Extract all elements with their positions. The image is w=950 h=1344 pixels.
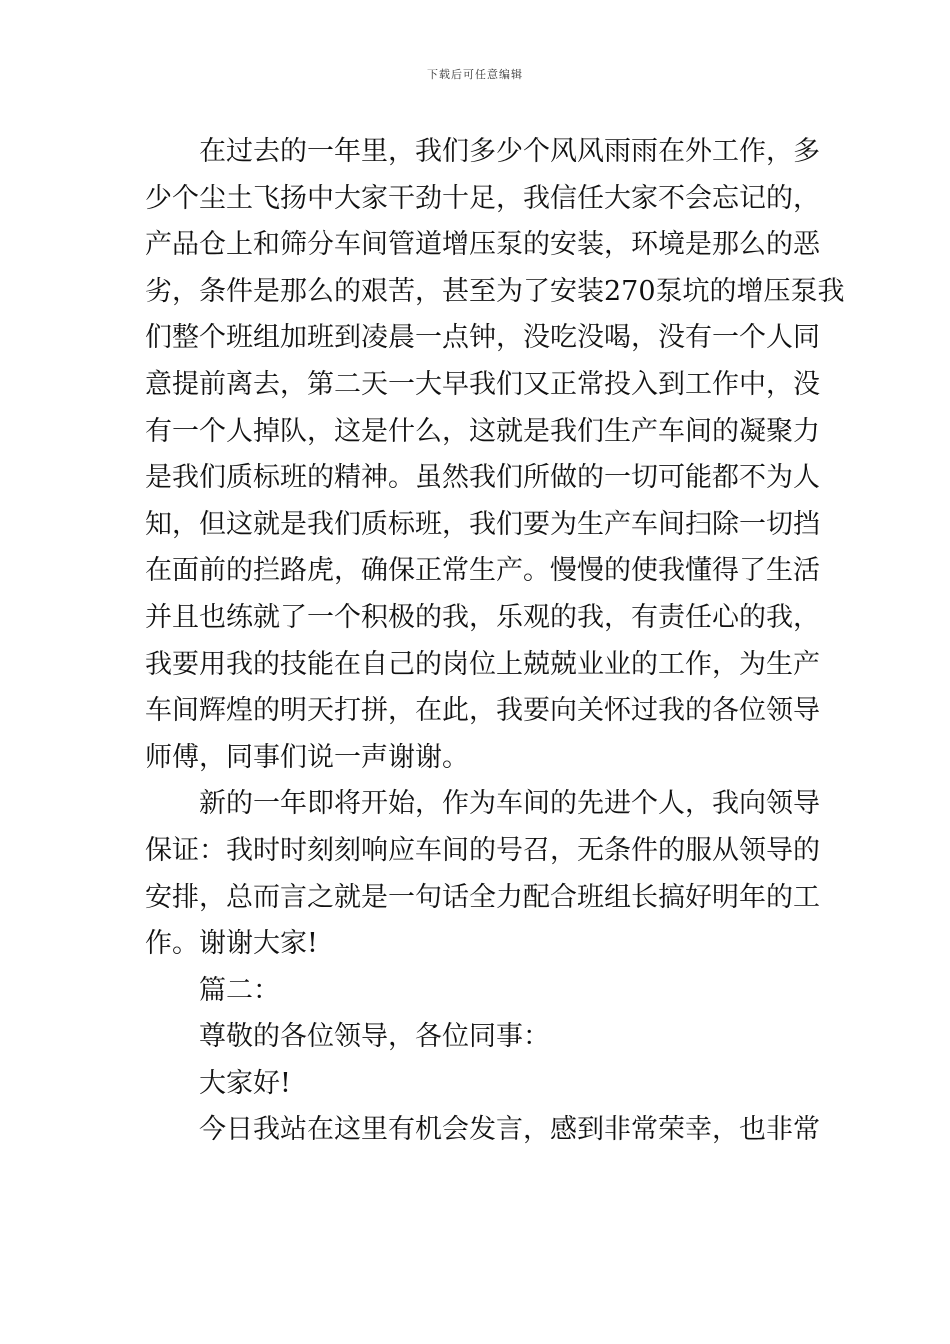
paragraph-line: 我要用我的技能在自己的岗位上兢兢业业的工作，为生产 — [145, 648, 820, 680]
document-body — [145, 129, 845, 1154]
paragraph-line: 意提前离去，第二天一大早我们又正常投入到工作中，没 — [145, 368, 820, 400]
paragraph-line: 有一个人掉队，这是什么，这就是我们生产车间的凝聚力 — [145, 415, 820, 447]
paragraph-line: 在面前的拦路虎，确保正常生产。慢慢的使我懂得了生活 — [145, 555, 820, 587]
paragraph-line: 作。谢谢大家! — [145, 928, 318, 960]
page-header: 下载后可任意编辑 — [427, 68, 523, 81]
paragraph-line: 并且也练就了一个积极的我，乐观的我，有责任心的我， — [145, 601, 820, 633]
paragraph-line: 少个尘土飞扬中大家干劲十足，我信任大家不会忘记的， — [145, 182, 820, 214]
paragraph-line: 安排，总而言之就是一句话全力配合班组长搞好明年的工 — [145, 881, 820, 913]
paragraph-line: 是我们质标班的精神。虽然我们所做的一切可能都不为人 — [145, 462, 820, 494]
paragraph-line: 产品仓上和筛分车间管道增压泵的安装，环境是那么的恶 — [145, 229, 820, 261]
greeting-line: 大家好! — [199, 1067, 291, 1099]
paragraph-line: 今日我站在这里有机会发言，感到非常荣幸，也非常 — [199, 1114, 820, 1146]
paragraph-line: 师傅，同事们说一声谢谢。 — [145, 741, 469, 773]
paragraph-line: 车间辉煌的明天打拼，在此，我要向关怀过我的各位领导 — [145, 695, 820, 727]
paragraph-line: 保证：我时时刻刻响应车间的号召，无条件的服从领导的 — [145, 834, 820, 866]
paragraph-line: 劣，条件是那么的艰苦，甚至为了安装270泵坑的增压泵我 — [145, 275, 845, 307]
paragraph-line: 们整个班组加班到凌晨一点钟，没吃没喝，没有一个人同 — [145, 322, 820, 354]
salutation-line: 尊敬的各位领导，各位同事： — [199, 1021, 550, 1053]
paragraph-line: 新的一年即将开始，作为车间的先进个人，我向领导 — [199, 788, 820, 820]
paragraph-line: 知，但这就是我们质标班，我们要为生产车间扫除一切挡 — [145, 508, 820, 540]
paragraph-line: 在过去的一年里，我们多少个风风雨雨在外工作，多 — [199, 136, 820, 167]
section-heading: 篇二： — [199, 974, 280, 1006]
